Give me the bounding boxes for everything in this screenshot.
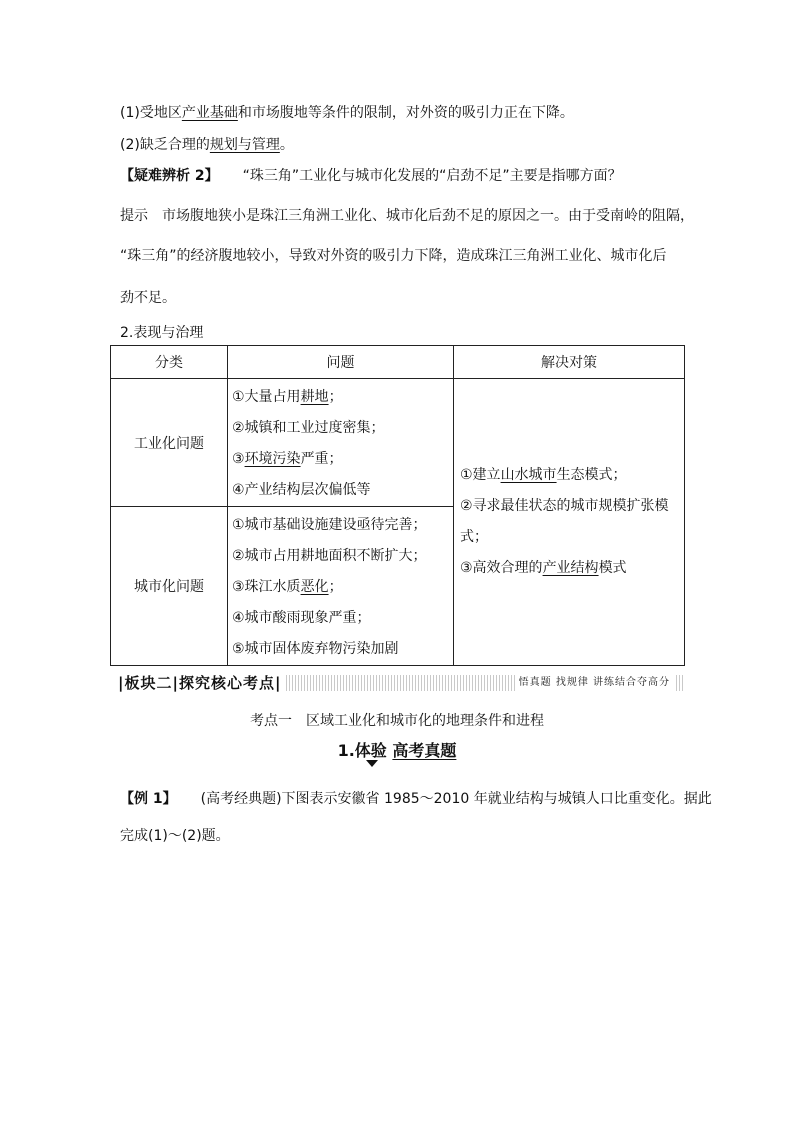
banner-slogan: 悟真题 找规律 讲练结合夺高分 (515, 675, 674, 691)
example-line-2: 完成(1)～(2)题。 (120, 828, 230, 844)
list-item: ⑤城市固体废弃物污染加剧 (232, 641, 399, 657)
problems-solutions-table (110, 345, 685, 666)
underlined-term: 产业基础 (181, 105, 238, 121)
example-line-1: 【例 1】 (高考经典题)下图表示安徽省 1985～2010 年就业结构与城镇人口比重变化。据此 (120, 791, 712, 807)
list-item: ③环境污染严重； (232, 451, 343, 467)
subsection-heading: 1.体验 高考真题 (337, 741, 457, 760)
hint-label: 提示 (120, 208, 148, 224)
section-banner (118, 673, 684, 693)
list-item: ④城市酸雨现象严重； (232, 610, 371, 626)
paragraph-2: (2)缺乏合理的规划与管理。 (120, 137, 294, 153)
solution-1: ①建立山水城市生态模式； (460, 467, 627, 483)
urban-problems (228, 507, 454, 666)
list-item: ③珠江水质恶化； (232, 579, 343, 595)
list-item: ①大量占用耕地； (232, 389, 343, 405)
header-category: 分类 (111, 346, 228, 379)
list-item: ②城镇和工业过度密集； (232, 420, 385, 436)
hint-line-2: “珠三角”的经济腹地较小，导致对外资的吸引力下降，造成珠江三角洲工业化、城市化后 (120, 248, 667, 264)
header-solutions: 解决对策 (454, 346, 685, 379)
category-urban: 城市化问题 (111, 507, 228, 666)
solutions-cell (454, 379, 685, 666)
question-label: 【疑难辨析 2】 (120, 168, 219, 184)
paragraph-1: (1)受地区产业基础和市场腹地等条件的限制，对外资的吸引力正在下降。 (120, 105, 574, 121)
section-heading: 2.表现与治理 (120, 325, 204, 341)
solution-2: ②寻求最佳状态的城市规模扩张模式； (460, 498, 669, 545)
hint-line-1: 提示 市场腹地狭小是珠江三角洲工业化、城市化后劲不足的原因之一。由于受南岭的阻隔， (120, 208, 694, 224)
triangle-marker-icon (366, 760, 378, 767)
question-text: “珠三角”工业化与城市化发展的“启劲不足”主要是指哪方面？ (242, 168, 622, 184)
industrial-problems (228, 379, 454, 507)
topic-heading: 考点一 区域工业化和城市化的地理条件和进程 (250, 713, 544, 729)
question-line (120, 165, 622, 185)
underlined-term: 规划与管理 (209, 137, 280, 153)
list-item: ②城市占用耕地面积不断扩大； (232, 548, 427, 564)
category-industrial: 工业化问题 (111, 379, 228, 507)
banner-title: |板块二|探究核心考点| (118, 673, 285, 693)
solution-3: ③高效合理的产业结构模式 (460, 560, 627, 576)
list-item: ④产业结构层次偏低等 (232, 482, 371, 498)
example-label: 【例 1】 (120, 791, 177, 807)
list-item: ①城市基础设施建设亟待完善； (232, 517, 427, 533)
table-header-row (111, 346, 685, 379)
header-problems: 问题 (228, 346, 454, 379)
hint-line-3: 劲不足。 (120, 290, 176, 306)
table-row (111, 379, 685, 507)
